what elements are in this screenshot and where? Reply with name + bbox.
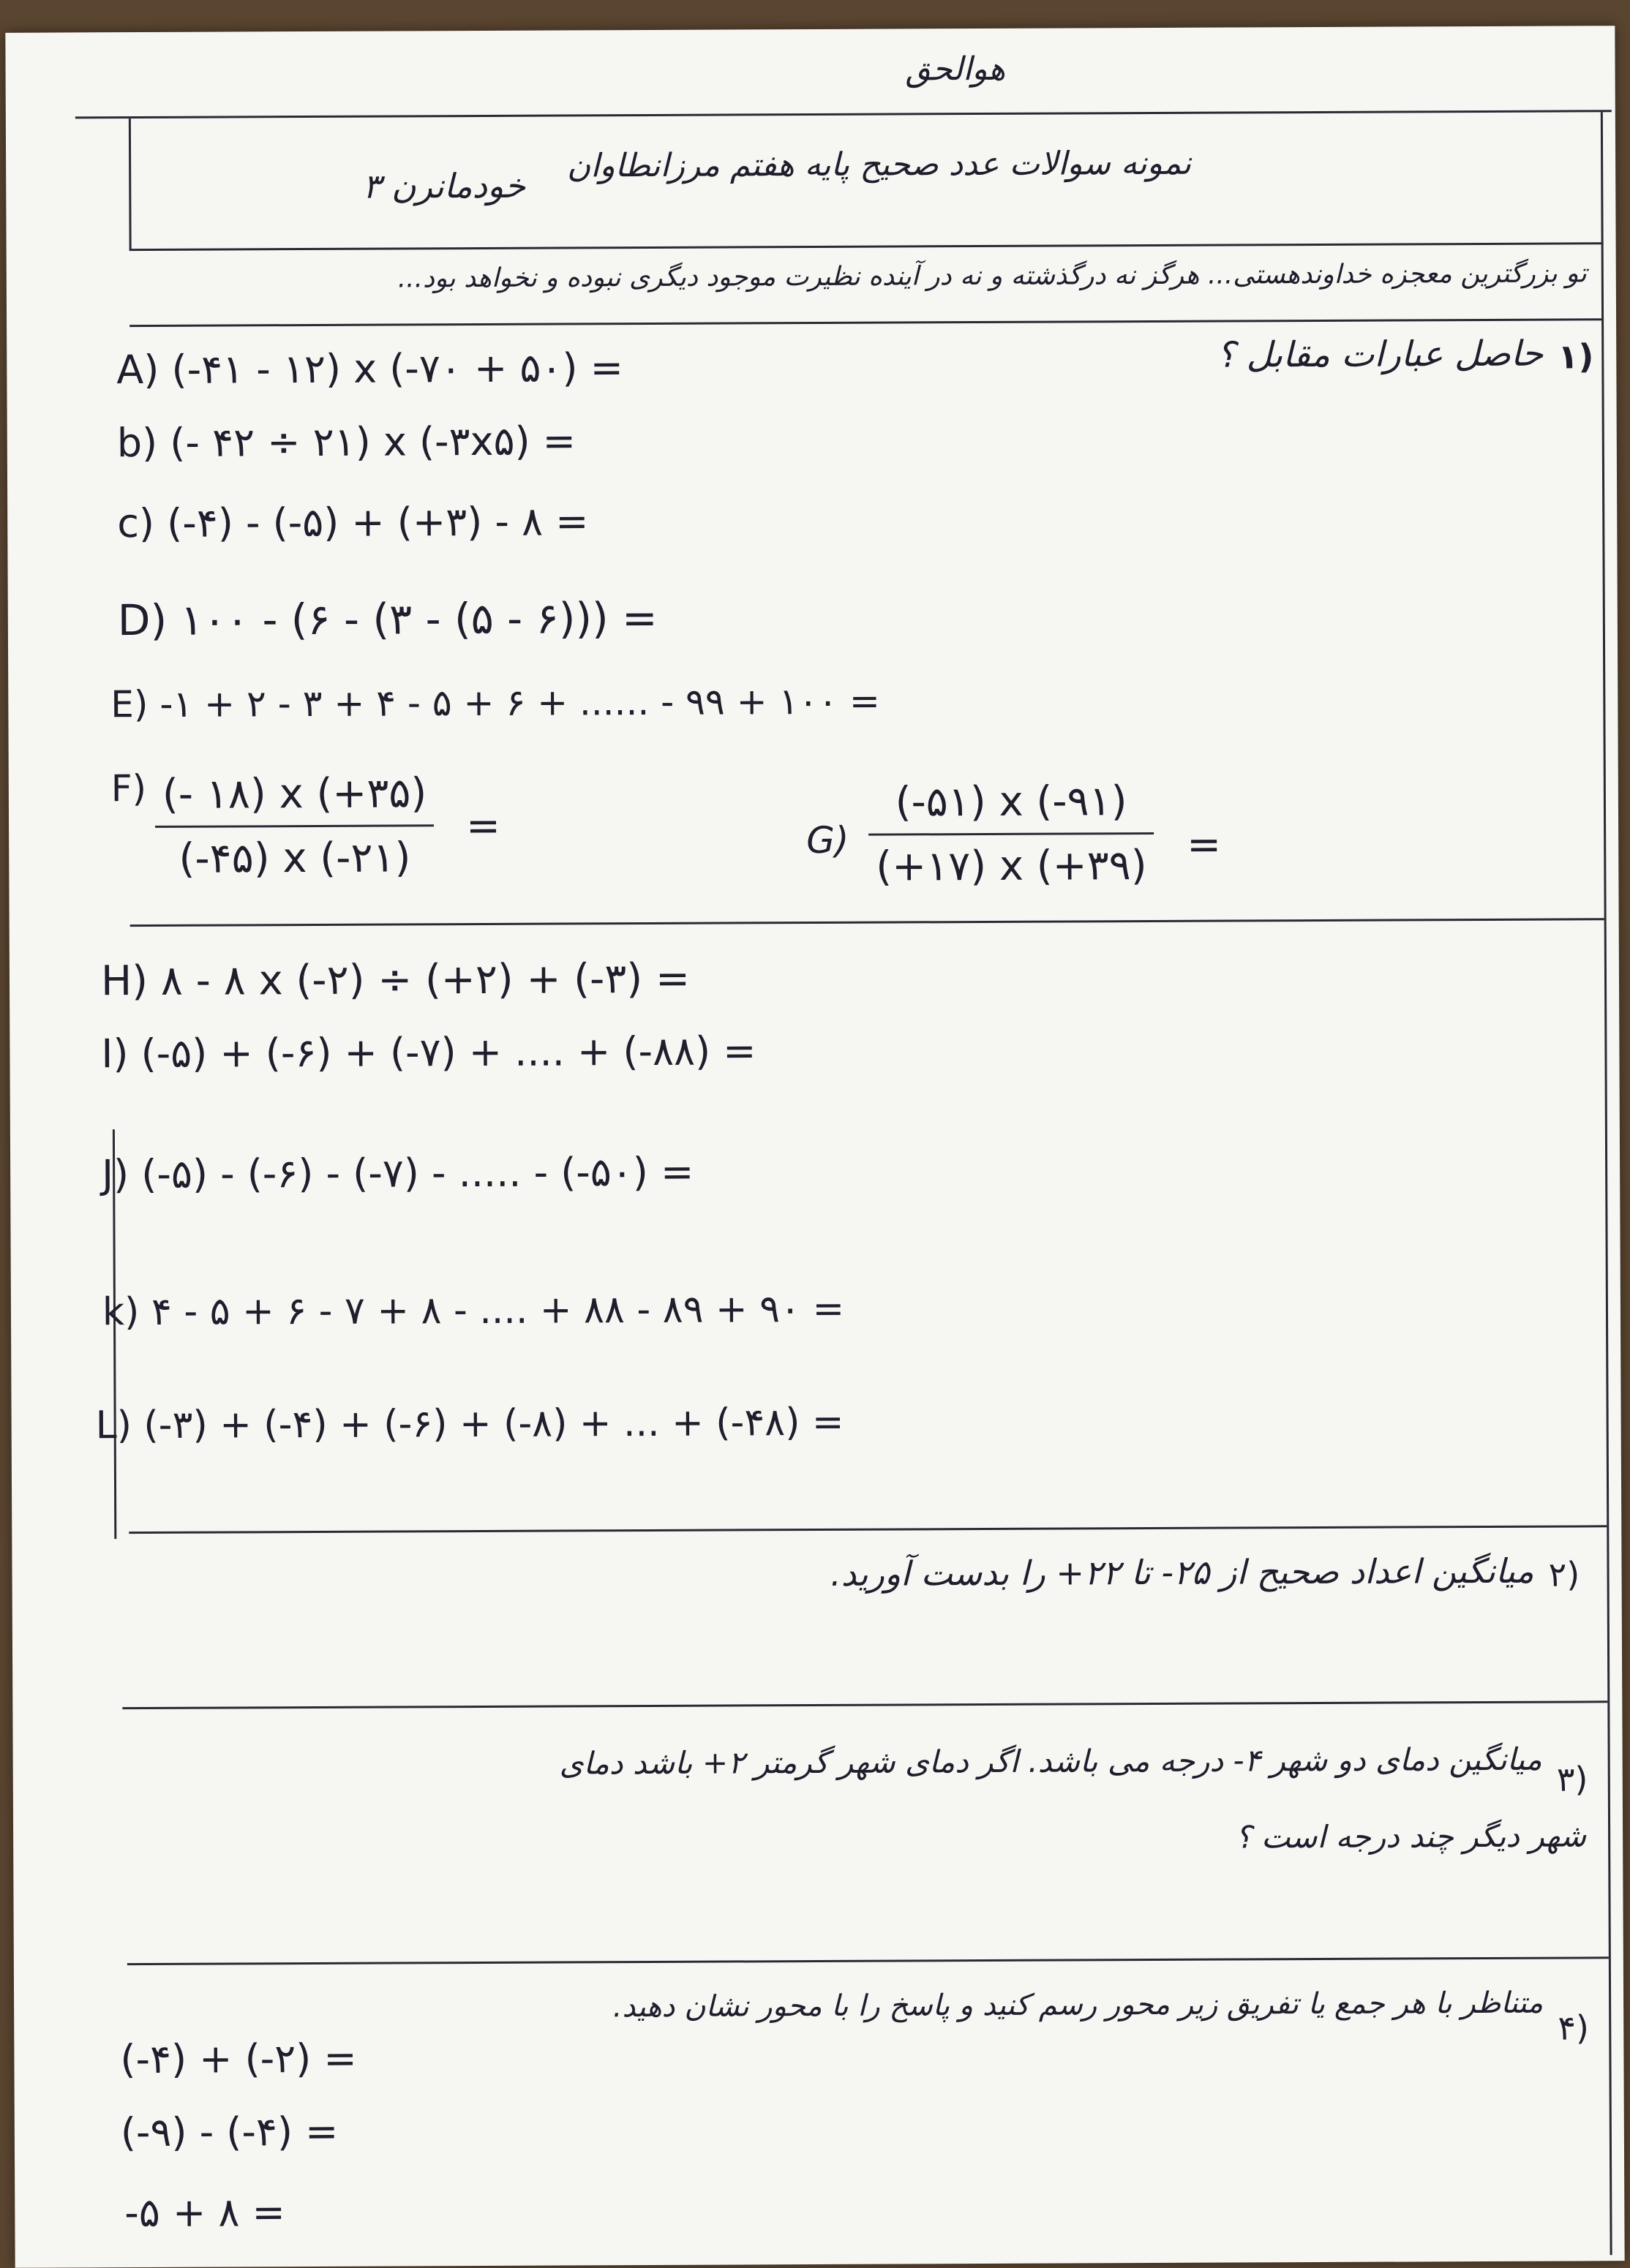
- q1-item-d-expr: ۱۰۰ - (۶ - (۳ - (۵ - ۶))) =: [180, 592, 658, 645]
- q1-item-h-expr: ۸ - ۸ x (-۲) ÷ (+۲) + (-۳) =: [160, 954, 691, 1005]
- q1-item-d-label: D): [117, 595, 168, 646]
- q1-item-k-expr: ۴ - ۵ + ۶ - ۷ + ۸ - .... + ۸۸ - ۸۹ + ۹۰ =: [151, 1286, 845, 1334]
- side-title: خودمانرن ۳: [362, 165, 526, 206]
- q1-item-a-label: A): [116, 346, 159, 393]
- header-right-rule: [1601, 112, 1612, 2255]
- q1-item-k-label: k): [102, 1290, 140, 1335]
- q1-item-c-label: c): [117, 500, 155, 547]
- q3-number: ۳): [1556, 1759, 1588, 1799]
- q1-item-a-expr: (-۴۱ - ۱۲) x (-۷۰ + ۵۰) =: [171, 344, 624, 393]
- q1-item-e: [110, 680, 880, 726]
- q1-item-d: [118, 593, 658, 645]
- q3-line-2: شهر دیگر چند درجه است ؟: [1235, 1817, 1587, 1856]
- q1-item-b-expr: (- ۴۲ ÷ ۲۱) x (-۳x۵) =: [170, 418, 576, 466]
- q1-item-k: [102, 1287, 844, 1334]
- q2-number: ۲): [1548, 1554, 1580, 1594]
- q4-number: ۴): [1558, 2008, 1590, 2048]
- q1-item-i-expr: (-۵) + (-۶) + (-۷) + .... + (-۸۸) =: [140, 1028, 756, 1077]
- q1-item-i-label: I): [101, 1031, 129, 1077]
- section-rule-3: [122, 1700, 1607, 1709]
- fraction-bar: [868, 832, 1154, 836]
- q1-item-f-numerator: (- ۱۸) x (+۳۵): [162, 769, 427, 818]
- q1-item-e-expr: -۱ + ۲ - ۳ + ۴ - ۵ + ۶ + ...... - ۹۹ + ۱۰۰ =: [159, 679, 880, 726]
- quote-bottom-rule: [129, 318, 1604, 327]
- header-left-rule: [129, 118, 132, 250]
- q4-item: -۵ + ۸ =: [124, 2189, 285, 2237]
- q4-item: (-۹) - (-۴) =: [120, 2108, 339, 2156]
- quote-top-rule: [129, 242, 1604, 251]
- q1-item-j-label: J): [102, 1151, 129, 1198]
- header-top-rule: [75, 110, 1612, 118]
- q1-item-b-label: b): [116, 419, 158, 467]
- section-rule-1: [130, 918, 1604, 927]
- top-title: هوالحق: [905, 50, 1006, 88]
- q1-item-f-fraction: [155, 769, 435, 883]
- q1-item-g-label: G): [806, 818, 849, 862]
- q1-item-a: [116, 344, 623, 393]
- q1-item-c-expr: (-۴) - (-۵) + (+۳) - ۸ =: [167, 498, 589, 546]
- q4-text: متناظر با هر جمع یا تفریق زیر محور رسم کنید و پاسخ را با محور نشان دهید.: [612, 1986, 1544, 2024]
- q1-item-l-expr: (-۳) + (-۴) + (-۶) + (-۸) + ... + (-۴۸) =: [143, 1400, 844, 1448]
- motivational-quote: تو بزرگترین معجزه خداوندهستی... هرگز نه درگذشته و نه در آینده نظیرت موجود دیگری نبوده و نخواهد بود...: [397, 258, 1587, 294]
- q1-item-g-numerator: (-۵۱) x (-۹۱): [895, 777, 1127, 826]
- exam-title: نمونه سوالات عدد صحیح پایه هفتم مرزانطاوان: [566, 144, 1192, 185]
- q2-text: میانگین اعداد صحیح از ۲۵- تا ۲۲+ را بدست آورید.: [830, 1551, 1534, 1594]
- fraction-bar: [155, 824, 434, 828]
- q1-item-g-equals: =: [1187, 821, 1222, 869]
- q1-item-f-equals: =: [465, 802, 501, 851]
- q1-item-f-label: F): [110, 766, 147, 810]
- q1-item-e-label: E): [110, 682, 149, 726]
- q1-item-h-label: H): [100, 957, 149, 1006]
- q1-item-i: [101, 1028, 756, 1077]
- worksheet-page: [5, 26, 1624, 2268]
- q1-item-g-denominator: (+۱۷) x (+۳۹): [876, 842, 1147, 891]
- q1-item-j: [102, 1149, 694, 1198]
- q1-item-j-expr: (-۵) - (-۶) - (-۷) - ..... - (-۵۰) =: [141, 1148, 694, 1198]
- q1-item-l-label: L): [95, 1404, 132, 1448]
- q1-prompt: حاصل عبارات مقابل ؟: [1216, 333, 1544, 376]
- q1-item-h: [101, 955, 690, 1006]
- q1-item-c: [117, 498, 588, 546]
- q3-line-1: میانگین دمای دو شهر ۴- درجه می باشد. اگر دمای شهر گرمتر ۲+ باشد دمای: [559, 1741, 1542, 1782]
- section-rule-2: [129, 1525, 1607, 1534]
- q1-item-f-denominator: (-۴۵) x (-۲۱): [179, 834, 411, 883]
- q1-item-g-fraction: [868, 777, 1154, 891]
- q1-item-b: [117, 418, 576, 466]
- q1-item-l: [96, 1401, 844, 1447]
- q1-number: ۱): [1558, 336, 1594, 377]
- q4-item: (-۴) + (-۲) =: [120, 2035, 357, 2083]
- section-rule-4: [127, 1956, 1609, 1965]
